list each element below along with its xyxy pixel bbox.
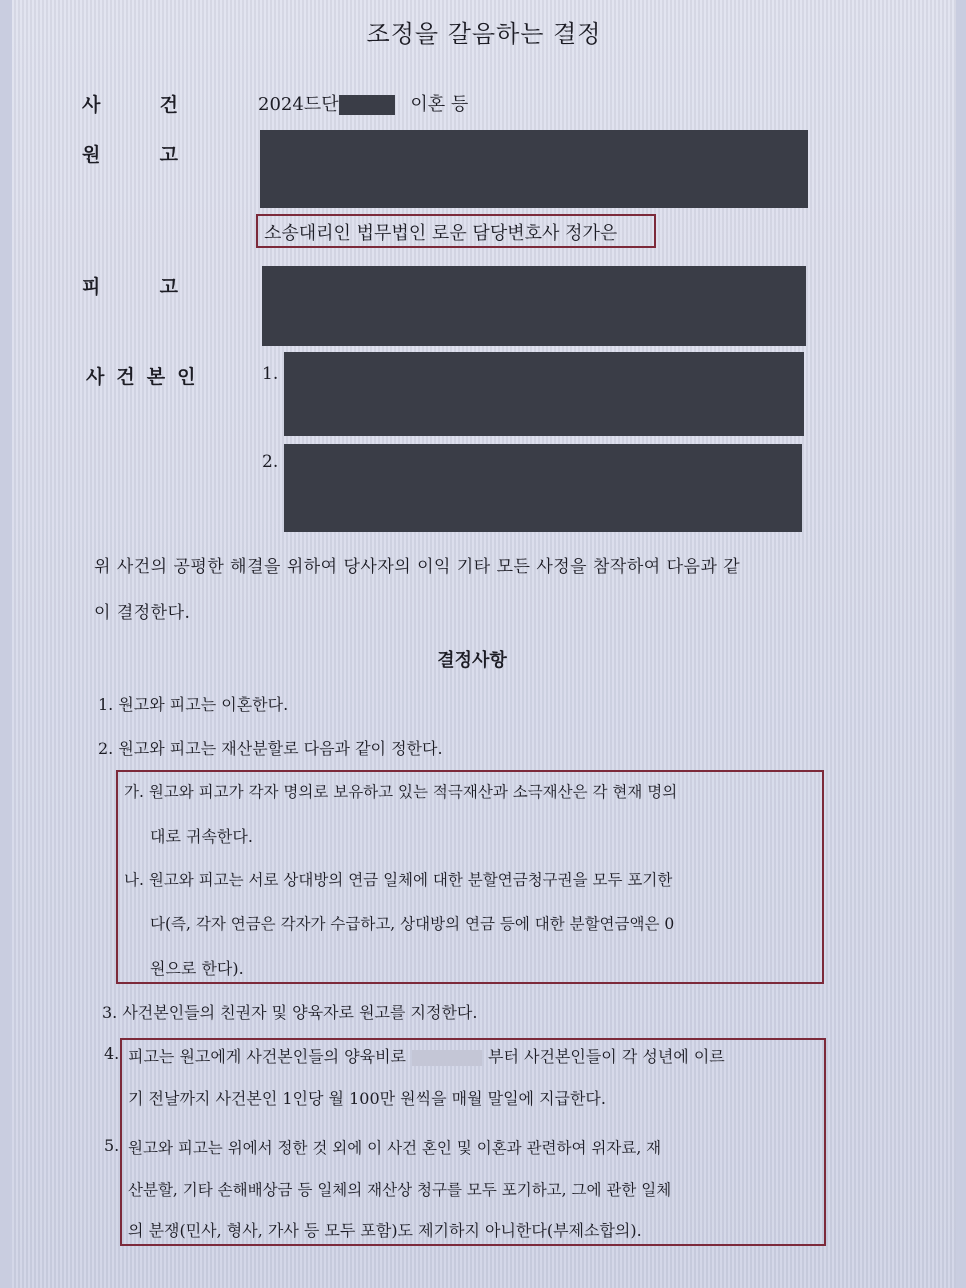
item-4-line-1: 피고는 원고에게 사건본인들의 양육비로 부터 사건본인들이 각 성년에 이르 — [128, 1047, 725, 1066]
blurred-start-date — [412, 1050, 482, 1066]
principal-2-number: 2. — [262, 452, 279, 472]
decision-heading: 결정사항 — [437, 650, 507, 671]
item-4-number: 4. — [104, 1044, 120, 1063]
item-2-na-line-3: 원으로 한다). — [150, 959, 244, 978]
item-5-line-2: 산분할, 기타 손해배상금 등 일체의 재산상 청구를 모두 포기하고, 그에 관한 일체 — [128, 1181, 672, 1199]
redaction-defendant — [262, 266, 806, 346]
item-5-number: 5. — [104, 1136, 120, 1155]
principal-1-number: 1. — [262, 364, 279, 384]
item-2-na-line-1: 나. 원고와 피고는 서로 상대방의 연금 일체에 대한 분할연금청구권을 모두 포기한 — [124, 871, 673, 889]
item-2-ga-line-2: 대로 귀속한다. — [150, 827, 253, 846]
plaintiff-label: 원 고 — [82, 144, 178, 166]
case-label: 사 건 — [82, 94, 178, 116]
intro-line-2: 이 결정한다. — [94, 603, 191, 623]
redaction-principal-1 — [284, 352, 804, 436]
item-2: 2. 원고와 피고는 재산분할로 다음과 같이 정한다. — [98, 739, 443, 758]
item-1: 1. 원고와 피고는 이혼한다. — [98, 695, 289, 714]
redaction-case-number — [339, 95, 395, 115]
redaction-principal-2 — [284, 444, 802, 532]
defendant-label: 피 고 — [82, 276, 178, 298]
document-title: 조정을 갈음하는 결정 — [366, 20, 602, 48]
item-3: 3. 사건본인들의 친권자 및 양육자로 원고를 지정한다. — [102, 1003, 478, 1022]
intro-line-1: 위 사건의 공평한 해결을 위하여 당사자의 이익 기타 모든 사정을 참작하여 다음과 같 — [94, 557, 741, 577]
attorney-text: 소송대리인 법무법인 로운 담당변호사 정가은 — [264, 223, 618, 244]
case-number: 2024드단 이혼 등 — [258, 94, 469, 115]
document-page — [12, 0, 956, 1288]
item-4-line-2: 기 전날까지 사건본인 1인당 월 100만 원씩을 매월 말일에 지급한다. — [128, 1089, 606, 1108]
item-5-line-1: 원고와 피고는 위에서 정한 것 외에 이 사건 혼인 및 이혼과 관련하여 위자료, 재 — [128, 1139, 662, 1157]
item-2-na-line-2: 다(즉, 각자 연금은 각자가 수급하고, 상대방의 연금 등에 대한 분할연금액은 0 — [150, 915, 675, 933]
principals-label: 사 건 본 인 — [86, 366, 196, 388]
item-5-line-3: 의 분쟁(민사, 형사, 가사 등 모두 포함)도 제기하지 아니한다(부제소합의). — [128, 1221, 642, 1240]
item-2-ga-line-1: 가. 원고와 피고가 각자 명의로 보유하고 있는 적극재산과 소극재산은 각 현재 명의 — [124, 783, 678, 801]
redaction-plaintiff — [260, 130, 808, 208]
